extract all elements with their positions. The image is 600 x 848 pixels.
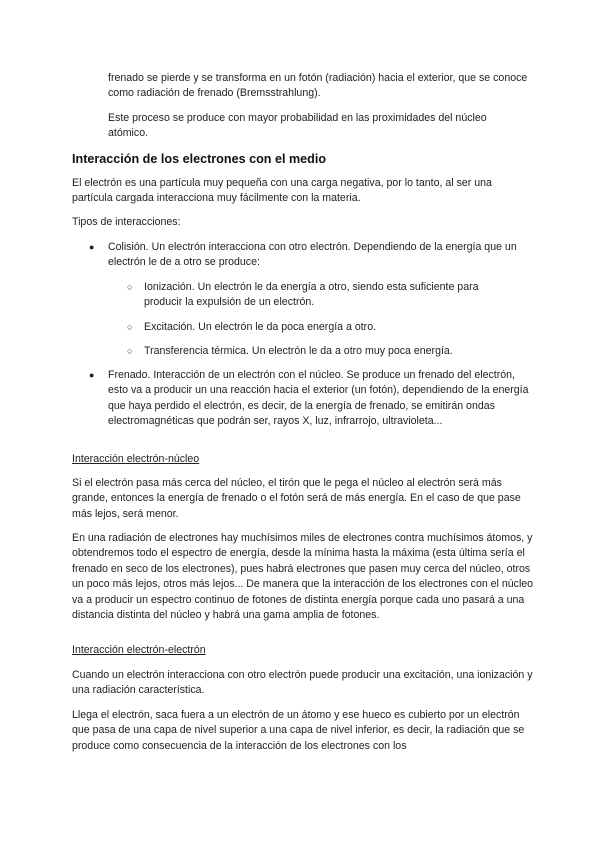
section-heading: Interacción de los electrones con el medio: [72, 152, 327, 166]
sub-bullet-marker: ○: [127, 282, 133, 292]
electron-heading: Interacción electrón-electrón: [72, 644, 206, 656]
electron-paragraph-2: Llega el electrón, saca fuera a un electrón de un átomo y ese hueco es cubierto por un electrón que pasa de una capa de nivel superior a una capa de nivel inferior, es decir, la radiación que se produce como consecuencia de la interacción de los electrones con los: [72, 709, 525, 752]
bullet-item-colision: Colisión. Un electrón interacciona con otro electrón. Dependiendo de la energía que un electrón le de a otro se produce:: [108, 241, 517, 269]
bullet-marker: ●: [89, 370, 95, 380]
nucleus-paragraph-1: Si el electrón pasa más cerca del núcleo, el tirón que le pega el núcleo al electrón será más grande, entonces la energía de frenado o el fotón será de más energía. En el caso de que pase más lejos, será menor.: [72, 477, 521, 520]
intro-paragraph-2: Este proceso se produce con mayor probabilidad en las proximidades del núcleo atómico.: [108, 112, 487, 140]
bullet-marker: ●: [89, 242, 95, 252]
sub-item-ionizacion: Ionización. Un electrón le da energía a otro, siendo esta suficiente para producir la expulsión de un electrón.: [144, 281, 479, 309]
section-paragraph-1: El electrón es una partícula muy pequeña con una carga negativa, por lo tanto, al ser una partícula cargada interacciona muy fácilmente con la materia.: [72, 177, 492, 205]
intro-paragraph-1: frenado se pierde y se transforma en un fotón (radiación) hacia el exterior, que se conoce como radiación de frenado (Bremsstrahlung).: [108, 72, 528, 100]
bullet-item-frenado: Frenado. Interacción de un electrón con el núcleo. Se produce un frenado del electrón, esto va a producir un una reacción hacia el exterior (un fotón), dependiendo de la energía que haya perdido el electrón, es decir, de la energía de frenado, se emitirán ondas electromagnéticas que podrán ser, rayos X, luz, infrarrojo, ultravioleta...: [108, 369, 529, 428]
sub-item-excitacion: Excitación. Un electrón le da poca energía a otro.: [144, 321, 377, 333]
sub-item-transferencia: Transferencia térmica. Un electrón le da a otro muy poca energía.: [144, 345, 453, 357]
sub-bullet-marker: ○: [127, 322, 133, 332]
sub-bullet-marker: ○: [127, 346, 133, 356]
nucleus-paragraph-2: En una radiación de electrones hay muchísimos miles de electrones contra muchísimos átomos, y obtendremos todo el espectro de energía, desde la mínima hasta la máxima (esta última sería el frenado en seco de los electrones), pues habrá electrones que pasen muy cerca del núcleo, otros un poco más lejos, otros más lejos... De manera que la interacción de los electrones con el núcleo va a producir un espectro continuo de fotones de distinta energía porque cada uno pasará a una distancia distinta del núcleo y habrá una gama amplia de fotones.: [72, 532, 534, 622]
electron-paragraph-1: Cuando un electrón interacciona con otro electrón puede producir una excitación, una ionización y una radiación característica.: [72, 669, 533, 697]
nucleus-heading: Interacción electrón-núcleo: [72, 453, 200, 465]
types-label: Tipos de interacciones:: [72, 216, 181, 228]
